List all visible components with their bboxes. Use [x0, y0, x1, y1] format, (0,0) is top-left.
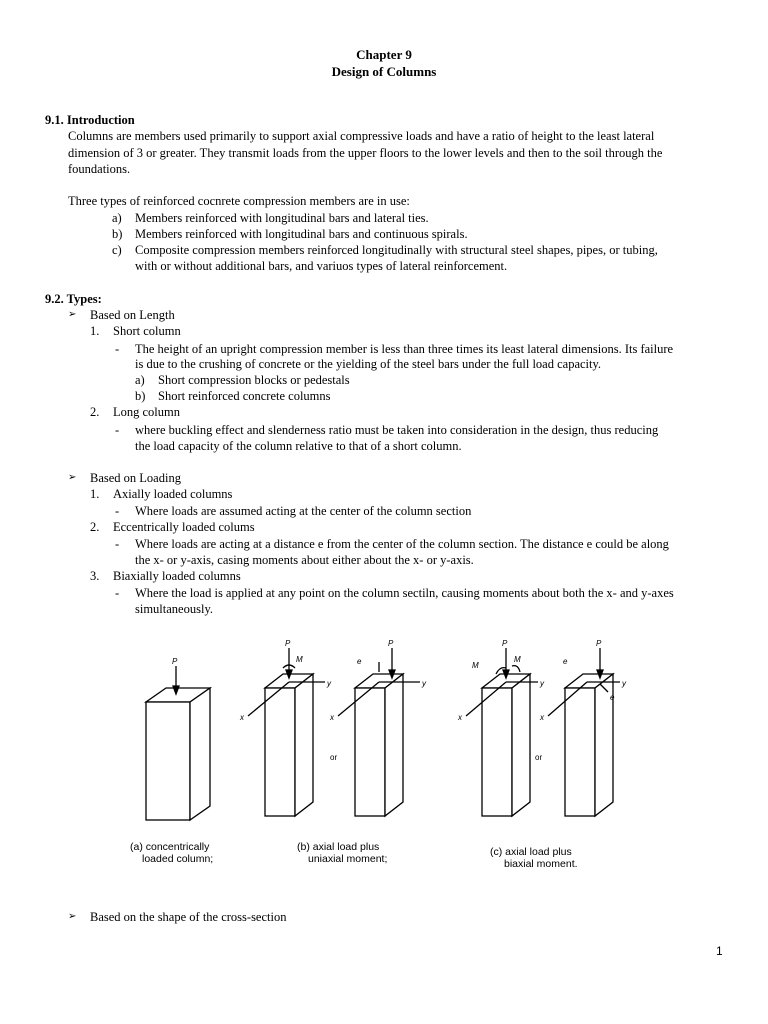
text-line: where buckling effect and slenderness ratio must be taken into consideration in the design, thus reducing	[135, 423, 659, 437]
label-y: y	[327, 679, 331, 688]
list-marker: b)	[135, 389, 146, 403]
list-item: Short compression blocks or pedestals	[158, 373, 350, 387]
list-marker: c)	[112, 243, 122, 257]
caption-c-line2: biaxial moment.	[504, 858, 578, 870]
column-c2-diagram	[548, 648, 620, 816]
label-y: y	[422, 679, 426, 688]
label-ex: e	[357, 657, 362, 666]
label-ex: e	[610, 693, 615, 702]
category-shape: Based on the shape of the cross-section	[90, 910, 287, 924]
list-item: Short reinforced concrete columns	[158, 389, 331, 403]
text-line: dimension of 3 or greater. They transmit loads from the upper floors to the lower levels and then to the soil through the	[68, 145, 663, 160]
text-line: the load capacity of the column relative to that of a short column.	[135, 439, 462, 453]
column-loading-figure	[120, 636, 640, 880]
arrow-bullet-icon: ➢	[68, 309, 77, 320]
category-loading: Based on Loading	[90, 471, 181, 485]
caption-b-line2: uniaxial moment;	[308, 853, 388, 865]
short-column-label: Short column	[113, 324, 181, 338]
label-P: P	[285, 639, 291, 648]
label-x: x	[240, 713, 244, 722]
text-line: is due to the crushing of concrete or the yielding of the steel bars under the full load capacity.	[135, 357, 602, 371]
label-P: P	[172, 657, 178, 666]
dash-bullet: -	[115, 586, 120, 600]
label-ey: e	[563, 657, 568, 666]
text-line: foundations.	[68, 162, 131, 176]
section-heading-introduction: 9.1. Introduction	[45, 113, 135, 127]
text-line: Where loads are acting at a distance e from the center of the column section. The distance e could be along	[135, 537, 669, 551]
text-line: The height of an upright compression member is less than three times its least lateral dimensions. Its failure	[135, 342, 674, 356]
column-b1-diagram	[248, 648, 325, 816]
long-column-label: Long column	[113, 405, 181, 419]
list-marker: 1.	[90, 324, 100, 338]
list-item: Composite compression members reinforced longitudinally with structural steel shapes, pipes, or tubing,	[135, 243, 658, 257]
dash-bullet: -	[115, 537, 120, 551]
loading-type-label: Axially loaded columns	[113, 487, 233, 501]
caption-a-line2: loaded column;	[142, 853, 214, 865]
list-marker: b)	[112, 227, 123, 241]
page-number: 1	[716, 944, 723, 958]
label-Mx: M	[514, 655, 521, 664]
list-marker: a)	[112, 211, 122, 225]
caption-b-line1: (b) axial load plus	[297, 841, 380, 853]
column-a-diagram	[146, 666, 210, 820]
arrow-bullet-icon: ➢	[68, 472, 77, 483]
list-item: Members reinforced with longitudinal bars and continuous spirals.	[135, 227, 468, 241]
dash-bullet: -	[115, 423, 120, 437]
list-marker: 1.	[90, 487, 100, 501]
list-item: Members reinforced with longitudinal bars and lateral ties.	[135, 211, 429, 225]
label-or: or	[535, 753, 543, 762]
loading-type-label: Eccentrically loaded colums	[113, 520, 255, 534]
list-item-continued: with or without additional bars, and variuos types of lateral reinforcement.	[135, 259, 508, 273]
list-marker: 2.	[90, 405, 100, 419]
caption-a-line1: (a) concentrically	[130, 841, 210, 853]
list-marker: a)	[135, 373, 145, 387]
section-heading-types: 9.2. Types:	[45, 292, 102, 306]
text-line: Where the load is applied at any point on the column sectiln, causing moments about both the x- and y-axes	[135, 586, 674, 600]
types-intro-paragraph: Three types of reinforced cocnrete compression members are in use:	[68, 194, 410, 208]
label-x: x	[330, 713, 334, 722]
list-marker: 2.	[90, 520, 100, 534]
label-P: P	[388, 639, 394, 648]
text-line: Columns are members used primarily to support axial compressive loads and have a ratio of height to the least lateral	[68, 129, 655, 143]
dash-bullet: -	[115, 504, 120, 518]
text-line: the x- or y-axis, casing moments about either about the x- or y-axis.	[135, 553, 474, 567]
chapter-title: Design of Columns	[331, 64, 437, 79]
label-y: y	[622, 679, 626, 688]
column-c1-diagram	[466, 648, 538, 816]
label-x: x	[540, 713, 544, 722]
label-Mx: M	[296, 655, 303, 664]
loading-type-label: Biaxially loaded columns	[113, 569, 241, 583]
text-line: Where loads are assumed acting at the center of the column section	[135, 504, 472, 518]
label-or: or	[330, 753, 338, 762]
label-My: M	[472, 661, 479, 670]
label-x: x	[458, 713, 462, 722]
label-P: P	[502, 639, 508, 648]
intro-paragraph	[68, 128, 662, 178]
column-b2-diagram	[338, 648, 420, 816]
chapter-number: Chapter 9	[356, 47, 412, 62]
dash-bullet: -	[115, 342, 120, 356]
list-marker: 3.	[90, 569, 100, 583]
label-y: y	[540, 679, 544, 688]
label-P: P	[596, 639, 602, 648]
text-line: simultaneously.	[135, 602, 214, 616]
arrow-bullet-icon: ➢	[68, 911, 77, 922]
caption-c-line1: (c) axial load plus	[490, 846, 572, 858]
category-length: Based on Length	[90, 308, 175, 322]
